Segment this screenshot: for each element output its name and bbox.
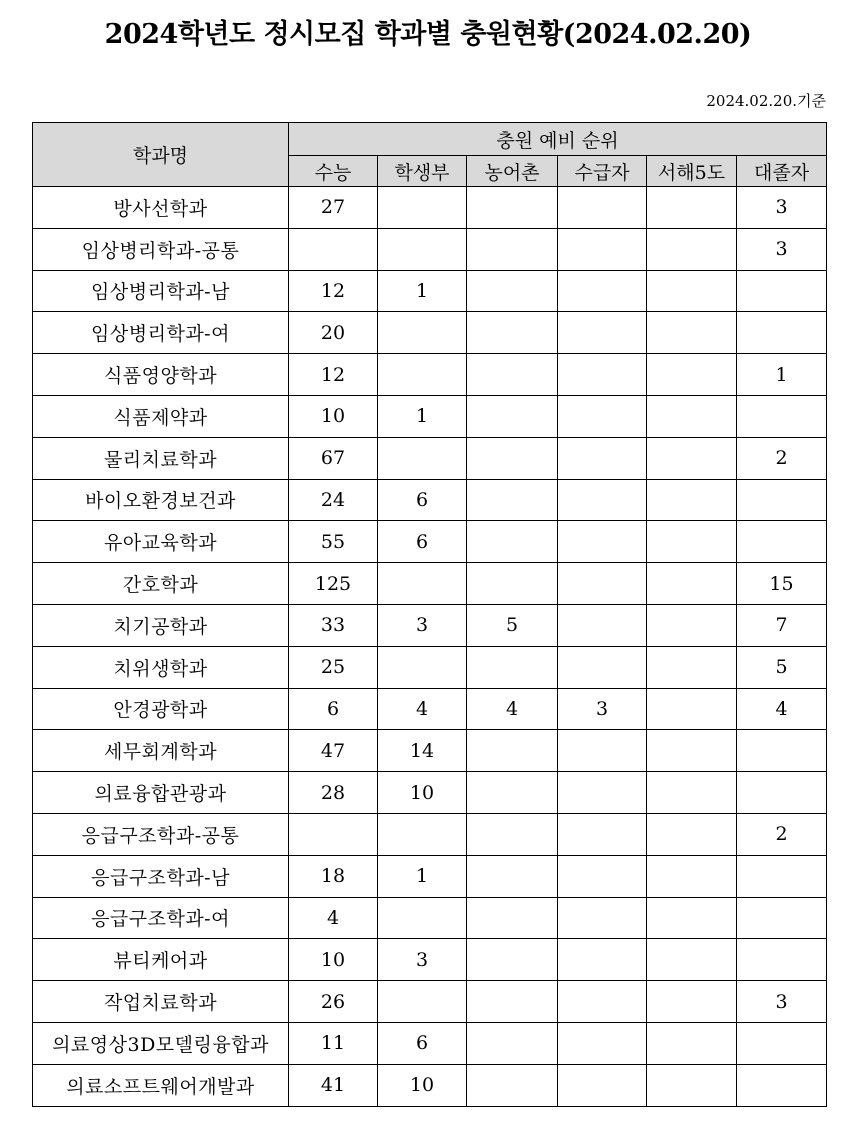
dept-name: 의료소프트웨어개발과 [33, 1064, 289, 1106]
value-cell [647, 521, 737, 563]
column-header: 농어촌 [467, 156, 558, 187]
table-row [33, 1022, 827, 1064]
value-cell [737, 270, 827, 312]
value-cell [558, 228, 647, 270]
value-cell [737, 312, 827, 354]
value-cell [467, 228, 558, 270]
value-cell [647, 395, 737, 437]
table-row [33, 730, 827, 772]
value-cell: 18 [289, 855, 378, 897]
value-cell [378, 354, 467, 396]
value-cell [647, 1022, 737, 1064]
value-cell [737, 479, 827, 521]
dept-name: 임상병리학과-공통 [33, 228, 289, 270]
value-cell: 2 [737, 437, 827, 479]
value-cell [737, 772, 827, 814]
dept-name: 세무회계학과 [33, 730, 289, 772]
column-header: 서해5도 [647, 156, 737, 187]
value-cell: 1 [737, 354, 827, 396]
value-cell [378, 228, 467, 270]
table-row [33, 395, 827, 437]
value-cell [647, 187, 737, 229]
value-cell [647, 939, 737, 981]
dept-name: 간호학과 [33, 563, 289, 605]
value-cell: 15 [737, 563, 827, 605]
table-row [33, 772, 827, 814]
value-cell [558, 772, 647, 814]
value-cell [378, 646, 467, 688]
table-row [33, 563, 827, 605]
dept-name: 응급구조학과-여 [33, 897, 289, 939]
basis-date: 2024.02.20.기준 [706, 92, 826, 110]
value-cell [558, 479, 647, 521]
value-cell [558, 604, 647, 646]
value-cell [647, 855, 737, 897]
value-cell [467, 897, 558, 939]
value-cell [378, 981, 467, 1023]
table-row [33, 813, 827, 855]
value-cell: 12 [289, 354, 378, 396]
value-cell [467, 772, 558, 814]
value-cell: 10 [289, 939, 378, 981]
value-cell: 125 [289, 563, 378, 605]
value-cell: 28 [289, 772, 378, 814]
value-cell [467, 479, 558, 521]
table-row [33, 187, 827, 229]
value-cell: 4 [737, 688, 827, 730]
value-cell [558, 437, 647, 479]
value-cell [647, 270, 737, 312]
table-row [33, 688, 827, 730]
value-cell [558, 981, 647, 1023]
value-cell [558, 270, 647, 312]
header-group: 충원 예비 순위 [289, 123, 827, 156]
value-cell [467, 395, 558, 437]
value-cell [289, 813, 378, 855]
page-title: 2024학년도 정시모집 학과별 충원현황(2024.02.20) [104, 19, 752, 50]
value-cell [737, 730, 827, 772]
value-cell [378, 563, 467, 605]
value-cell [647, 354, 737, 396]
value-cell [647, 479, 737, 521]
value-cell [467, 813, 558, 855]
value-cell: 11 [289, 1022, 378, 1064]
value-cell: 1 [378, 855, 467, 897]
value-cell [558, 354, 647, 396]
value-cell: 4 [289, 897, 378, 939]
value-cell [647, 312, 737, 354]
dept-name: 임상병리학과-남 [33, 270, 289, 312]
value-cell: 6 [289, 688, 378, 730]
recruitment-table [32, 122, 827, 1107]
value-cell [737, 897, 827, 939]
value-cell [647, 688, 737, 730]
value-cell [558, 312, 647, 354]
value-cell [558, 813, 647, 855]
value-cell: 27 [289, 187, 378, 229]
value-cell: 55 [289, 521, 378, 563]
value-cell [647, 604, 737, 646]
value-cell [558, 187, 647, 229]
value-cell [737, 395, 827, 437]
value-cell [558, 855, 647, 897]
dept-name: 물리치료학과 [33, 437, 289, 479]
column-header: 대졸자 [737, 156, 827, 187]
value-cell [647, 1064, 737, 1106]
table-row [33, 855, 827, 897]
value-cell: 3 [737, 981, 827, 1023]
value-cell [378, 312, 467, 354]
value-cell [467, 939, 558, 981]
value-cell: 67 [289, 437, 378, 479]
value-cell: 12 [289, 270, 378, 312]
value-cell: 47 [289, 730, 378, 772]
value-cell: 26 [289, 981, 378, 1023]
dept-name: 응급구조학과-공통 [33, 813, 289, 855]
value-cell: 10 [378, 772, 467, 814]
value-cell [467, 521, 558, 563]
header-dept: 학과명 [33, 123, 289, 187]
value-cell [467, 1022, 558, 1064]
value-cell [558, 646, 647, 688]
value-cell [647, 813, 737, 855]
dept-name: 바이오환경보건과 [33, 479, 289, 521]
value-cell [467, 312, 558, 354]
value-cell: 25 [289, 646, 378, 688]
value-cell [467, 981, 558, 1023]
table-row [33, 479, 827, 521]
value-cell: 33 [289, 604, 378, 646]
value-cell: 41 [289, 1064, 378, 1106]
value-cell: 1 [378, 270, 467, 312]
dept-name: 유아교육학과 [33, 521, 289, 563]
column-header: 수능 [289, 156, 378, 187]
value-cell [558, 1064, 647, 1106]
table-row [33, 897, 827, 939]
value-cell: 3 [378, 939, 467, 981]
table-row [33, 939, 827, 981]
value-cell: 5 [737, 646, 827, 688]
value-cell [737, 939, 827, 981]
value-cell: 7 [737, 604, 827, 646]
value-cell [647, 437, 737, 479]
dept-name: 식품제약과 [33, 395, 289, 437]
value-cell [289, 228, 378, 270]
value-cell: 1 [378, 395, 467, 437]
table-row [33, 312, 827, 354]
value-cell: 3 [737, 228, 827, 270]
value-cell [647, 646, 737, 688]
value-cell: 3 [558, 688, 647, 730]
dept-name: 안경광학과 [33, 688, 289, 730]
value-cell [378, 187, 467, 229]
table-row [33, 437, 827, 479]
table-row [33, 646, 827, 688]
dept-name: 뷰티케어과 [33, 939, 289, 981]
value-cell [467, 563, 558, 605]
value-cell: 4 [467, 688, 558, 730]
dept-name: 임상병리학과-여 [33, 312, 289, 354]
value-cell: 3 [378, 604, 467, 646]
value-cell: 6 [378, 521, 467, 563]
value-cell [558, 563, 647, 605]
dept-name: 작업치료학과 [33, 981, 289, 1023]
value-cell [467, 270, 558, 312]
dept-name: 치위생학과 [33, 646, 289, 688]
value-cell [467, 187, 558, 229]
value-cell [558, 897, 647, 939]
value-cell [467, 855, 558, 897]
value-cell [647, 897, 737, 939]
value-cell: 6 [378, 479, 467, 521]
column-header: 학생부 [378, 156, 467, 187]
value-cell [737, 1022, 827, 1064]
table-row [33, 270, 827, 312]
value-cell [558, 395, 647, 437]
value-cell: 5 [467, 604, 558, 646]
column-header: 수급자 [558, 156, 647, 187]
dept-name: 의료영상3D모델링융합과 [33, 1022, 289, 1064]
value-cell: 14 [378, 730, 467, 772]
dept-name: 의료융합관광과 [33, 772, 289, 814]
value-cell [647, 563, 737, 605]
value-cell [467, 646, 558, 688]
value-cell [647, 981, 737, 1023]
value-cell: 10 [289, 395, 378, 437]
dept-name: 응급구조학과-남 [33, 855, 289, 897]
value-cell: 2 [737, 813, 827, 855]
dept-name: 식품영양학과 [33, 354, 289, 396]
table-row [33, 521, 827, 563]
value-cell [467, 354, 558, 396]
value-cell: 24 [289, 479, 378, 521]
value-cell [558, 730, 647, 772]
dept-name: 방사선학과 [33, 187, 289, 229]
value-cell [467, 437, 558, 479]
value-cell [558, 1022, 647, 1064]
table-row [33, 354, 827, 396]
value-cell: 6 [378, 1022, 467, 1064]
table-row [33, 1064, 827, 1106]
table-row [33, 604, 827, 646]
value-cell: 10 [378, 1064, 467, 1106]
value-cell [737, 521, 827, 563]
table-row [33, 981, 827, 1023]
dept-name: 치기공학과 [33, 604, 289, 646]
value-cell [737, 855, 827, 897]
value-cell: 4 [378, 688, 467, 730]
value-cell: 20 [289, 312, 378, 354]
value-cell [378, 437, 467, 479]
value-cell [467, 730, 558, 772]
value-cell [378, 897, 467, 939]
table-row [33, 228, 827, 270]
value-cell: 3 [737, 187, 827, 229]
value-cell [647, 228, 737, 270]
value-cell [647, 730, 737, 772]
value-cell [558, 939, 647, 981]
value-cell [467, 1064, 558, 1106]
value-cell [558, 521, 647, 563]
value-cell [378, 813, 467, 855]
value-cell [737, 1064, 827, 1106]
value-cell [647, 772, 737, 814]
